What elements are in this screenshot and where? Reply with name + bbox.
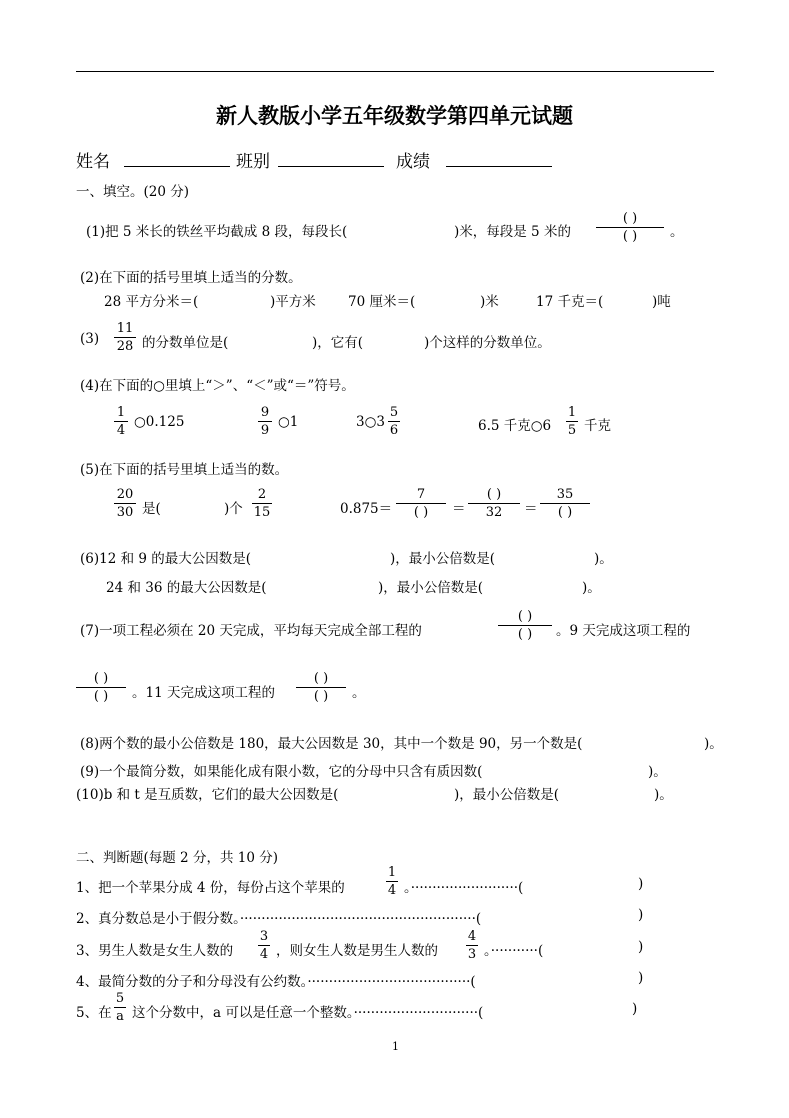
q2-item-3a: 17 千克＝( [536,294,604,310]
q5-f2-fraction [252,486,272,521]
q8-text-a: (8)两个数的最小公倍数是 180，最大公因数是 30，其中一个数是 90，另一个数是( [80,736,583,752]
q1-text-b: )米，每段是 5 米的 [454,224,571,240]
q4-e4-post: 千克 [584,418,611,434]
q5-text-c: 0.875＝ [340,501,393,517]
q4-e3-pre: 3○3 [356,414,385,430]
judge-4-text: 4、最简分数的分子和分母没有公约数。······································( [76,974,476,990]
q4-e1-fraction [114,404,128,439]
q5-text: (5)在下面的括号里填上适当的数。 [80,462,289,478]
judge-2-close: ) [638,907,644,923]
q6-text-a2: )，最小公倍数是( [390,551,496,567]
q7-text-b: 。9 天完成这项工程的 [556,623,691,639]
header-rule [76,71,714,72]
q2-item-2a: 70 厘米＝( [348,294,416,310]
q4-e1-rest: ○0.125 [134,414,185,430]
section1-heading: 一、填空。(20 分) [76,184,190,200]
q1-blank-fraction[interactable] [596,210,664,245]
judge-3-text-a: 3、男生人数是女生人数的 [76,943,234,959]
score-blank[interactable] [446,166,552,167]
q3-prefix: (3) [80,331,100,347]
fraction-denominator: 28 [116,339,134,354]
fraction-numerator: 5 [389,405,399,420]
name-label: 姓名 [76,152,110,172]
judge-3-dots: 。···········( [484,943,544,959]
q4-e2-rest: ○1 [278,414,299,430]
fraction-numerator: 1 [567,405,577,420]
q6-text-a3: )。 [594,551,613,567]
section2-heading: 二、判断题(每题 2 分，共 10 分) [76,850,278,866]
judge-3-close: ) [638,939,644,955]
fraction-denominator: 30 [116,505,134,520]
q5-f1-fraction [114,486,136,521]
judge-2-text: 2、真分数总是小于假分数。·······················································( [76,911,482,927]
q3-text-c: )个这样的分数单位。 [424,335,551,351]
name-blank[interactable] [124,166,230,167]
fraction-numerator: 9 [260,405,270,420]
q5-f3-fraction[interactable] [396,486,446,521]
q2-item-3b: )吨 [652,294,671,310]
q7-blank-fraction-1[interactable] [498,608,552,643]
judge-3-fraction-2 [466,928,478,963]
fraction-denominator: 15 [253,505,271,520]
fraction-denominator: ( ) [313,689,329,704]
q2-text: (2)在下面的括号里填上适当的分数。 [80,270,302,286]
q5-f4-fraction[interactable] [468,486,520,521]
judge-5-text-a: 5、在 [76,1005,112,1021]
fraction-numerator: 1 [387,865,397,880]
fraction-numerator: 35 [556,487,574,502]
q5-eq2: ＝ [524,501,538,517]
q5-text-a: 是( [142,501,161,517]
q5-text-b: )个 [224,501,243,517]
page-number: 1 [392,1040,399,1053]
judge-5-text-b: 这个分数中，a 可以是任意一个整数。·····························( [132,1005,484,1021]
fraction-numerator: 1 [116,405,126,420]
fraction-numerator: ( ) [486,487,502,502]
class-blank[interactable] [278,166,384,167]
fraction-numerator: 3 [259,929,269,944]
fraction-denominator: 4 [116,423,126,438]
judge-3-text-b: ，则女生人数是男生人数的 [276,943,438,959]
fraction-numerator: ( ) [93,671,109,686]
fraction-denominator: 32 [485,505,503,520]
q5-eq: ＝ [452,501,466,517]
judge-3-fraction-1 [258,928,270,963]
q3-text-b: )，它有( [312,335,364,351]
fraction-numerator: 4 [467,929,477,944]
q7-text-c: 。11 天完成这项工程的 [132,685,275,701]
q9-text-a: (9)一个最简分数，如果能化成有限小数，它的分母中只含有质因数( [80,764,483,780]
fraction-numerator: ( ) [517,609,533,624]
fraction-denominator: 6 [389,423,399,438]
q3-text-a: 的分数单位是( [142,335,229,351]
page-title: 新人教版小学五年级数学第四单元试题 [216,103,573,128]
q10-text-b: )，最小公倍数是( [454,787,560,803]
q10-text-c: )。 [654,787,673,803]
q4-e4-pre: 6.5 千克○6 [478,418,552,434]
q4-e3-fraction [388,404,400,439]
q9-text-b: )。 [648,764,667,780]
q7-blank-fraction-2[interactable] [76,670,126,705]
fraction-denominator: ( ) [517,627,533,642]
q1-text-c: 。 [670,224,684,240]
fraction-denominator: 5 [567,423,577,438]
judge-4-close: ) [638,970,644,986]
q3-fraction [114,320,136,355]
fraction-denominator: 9 [260,423,270,438]
fraction-denominator: 4 [387,883,397,898]
score-label: 成绩 [396,152,430,172]
fraction-numerator: 20 [116,487,134,502]
fraction-denominator: ( ) [622,229,638,244]
fraction-denominator: ( ) [557,505,573,520]
fraction-denominator: a [116,1009,124,1024]
q5-f5-fraction[interactable] [540,486,590,521]
fraction-numerator: ( ) [622,211,638,226]
q2-item-1b: )平方米 [270,294,316,310]
q2-item-2b: )米 [480,294,499,310]
q6-text-b2: )，最小公倍数是( [378,580,484,596]
class-label: 班别 [236,152,270,172]
fraction-numerator: 2 [257,487,267,502]
fraction-numerator: 7 [416,487,426,502]
fraction-numerator: ( ) [313,671,329,686]
q7-text-d: 。 [352,685,366,701]
q6-text-b3: )。 [582,580,601,596]
q4-e2-fraction [258,404,272,439]
q6-text-b1: 24 和 36 的最大公因数是( [106,580,267,596]
q1-text-a: (1)把 5 米长的铁丝平均截成 8 段，每段长( [86,224,348,240]
judge-5-fraction [114,990,126,1025]
judge-1-dots: 。·························( [404,880,524,896]
judge-5-close: ) [632,1001,638,1017]
q7-text-a: (7)一项工程必须在 20 天完成，平均每天完成全部工程的 [80,623,422,639]
q8-text-b: )。 [704,736,723,752]
fraction-numerator: 11 [116,321,134,336]
fraction-denominator: ( ) [93,689,109,704]
q4-text: (4)在下面的○里填上“＞”、“＜”或“＝”符号。 [80,378,355,394]
q4-e4-fraction [566,404,578,439]
fraction-denominator: 3 [467,947,477,962]
fraction-denominator: 4 [259,947,269,962]
judge-1-fraction [386,864,398,899]
q7-blank-fraction-3[interactable] [296,670,346,705]
q10-text-a: (10)b 和 t 是互质数，它们的最大公因数是( [76,787,339,803]
judge-1-text: 1、把一个苹果分成 4 份，每份占这个苹果的 [76,880,345,896]
judge-1-close: ) [638,876,644,892]
fraction-denominator: ( ) [413,505,429,520]
q6-text-a1: (6)12 和 9 的最大公因数是( [80,551,252,567]
fraction-numerator: 5 [115,991,125,1006]
q2-item-1a: 28 平方分米＝( [104,294,199,310]
